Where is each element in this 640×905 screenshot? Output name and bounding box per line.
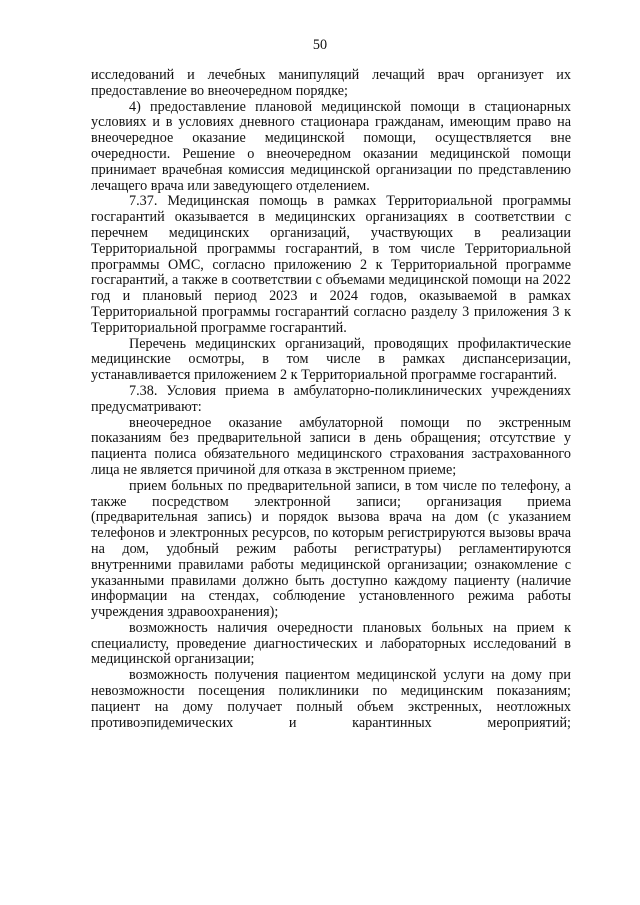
paragraph-item-4: 4) предоставление плановой медицинской помощи в стационарных условиях и в условиях дневного стационара гражданам, имеющим право на внеочередное оказание медицинской помощи, осуществляется вне очередности. Решение о внеочередном оказании медицинской помощи принимает врачебная комиссия медицинской организации по представлению лечащего врача или заведующего отделением. xyxy=(91,98,571,194)
paragraph-preventive-exams: Перечень медицинских организаций, проводящих профилактические медицинские осмотры, в том числе в рамках диспансеризации, устанавливается приложением 2 к Территориальной программе госгарантий. xyxy=(91,335,571,384)
paragraph-emergency-care: внеочередное оказание амбулаторной помощи по экстренным показаниям без предварительной записи в день обращения; отсутствие у пациента полиса обязательного медицинского страхования застрахованного лица не является причиной для отказа в экстренном приеме; xyxy=(91,414,571,478)
paragraph-7-38: 7.38. Условия приема в амбулаторно-поликлинических учреждениях предусматривают: xyxy=(91,382,571,415)
paragraph-appointment: прием больных по предварительной записи, в том числе по телефону, а также посредством электронной записи; организация приема (предварительная запись) и порядок вызова врача на дом (с указанием телефонов и электронных ресурсов, по которым регистрируются вызовы врача на дом, удобный режим работы регистратуры) регламентируются внутренними правилами работы медицинской организации; ознакомление с указанными правилами должно быть доступно каждому пациенту (наличие информации на стендах, соблюдение установленного режима работы учреждения здравоохранения); xyxy=(91,477,571,621)
paragraph-7-37: 7.37. Медицинская помощь в рамках Территориальной программы госгарантий оказывается в медицинских организациях в соответствии с перечнем медицинских организаций, участвующих в реализации Территориальной программы госгарантий, в том числе Территориальной программы ОМС, согласно приложению 2 к Территориальной программе госгарантий, а также в соответствии с объемами медицинской помощи на 2022 год и плановый период 2023 и 2024 годов, оказываемой в рамках Территориальной программы госгарантий согласно разделу 3 приложения 3 к Территориальной программе госгарантий. xyxy=(91,193,571,336)
document-body xyxy=(91,68,571,731)
page-number: 50 xyxy=(312,37,328,53)
paragraph-continuation: исследований и лечебных манипуляций лечащий врач организует их предоставление во внеочередном порядке; xyxy=(91,67,571,99)
paragraph-home-visit: возможность получения пациентом медицинской услуги на дому при невозможности посещения поликлиники по медицинским показаниям; пациент на дому получает полный объем экстренных, неотложных противоэпидемических и карантинных мероприятий; xyxy=(91,667,571,731)
paragraph-queue: возможность наличия очередности плановых больных на прием к специалисту, проведение диагностических и лабораторных исследований в медицинской организации; xyxy=(91,619,571,668)
